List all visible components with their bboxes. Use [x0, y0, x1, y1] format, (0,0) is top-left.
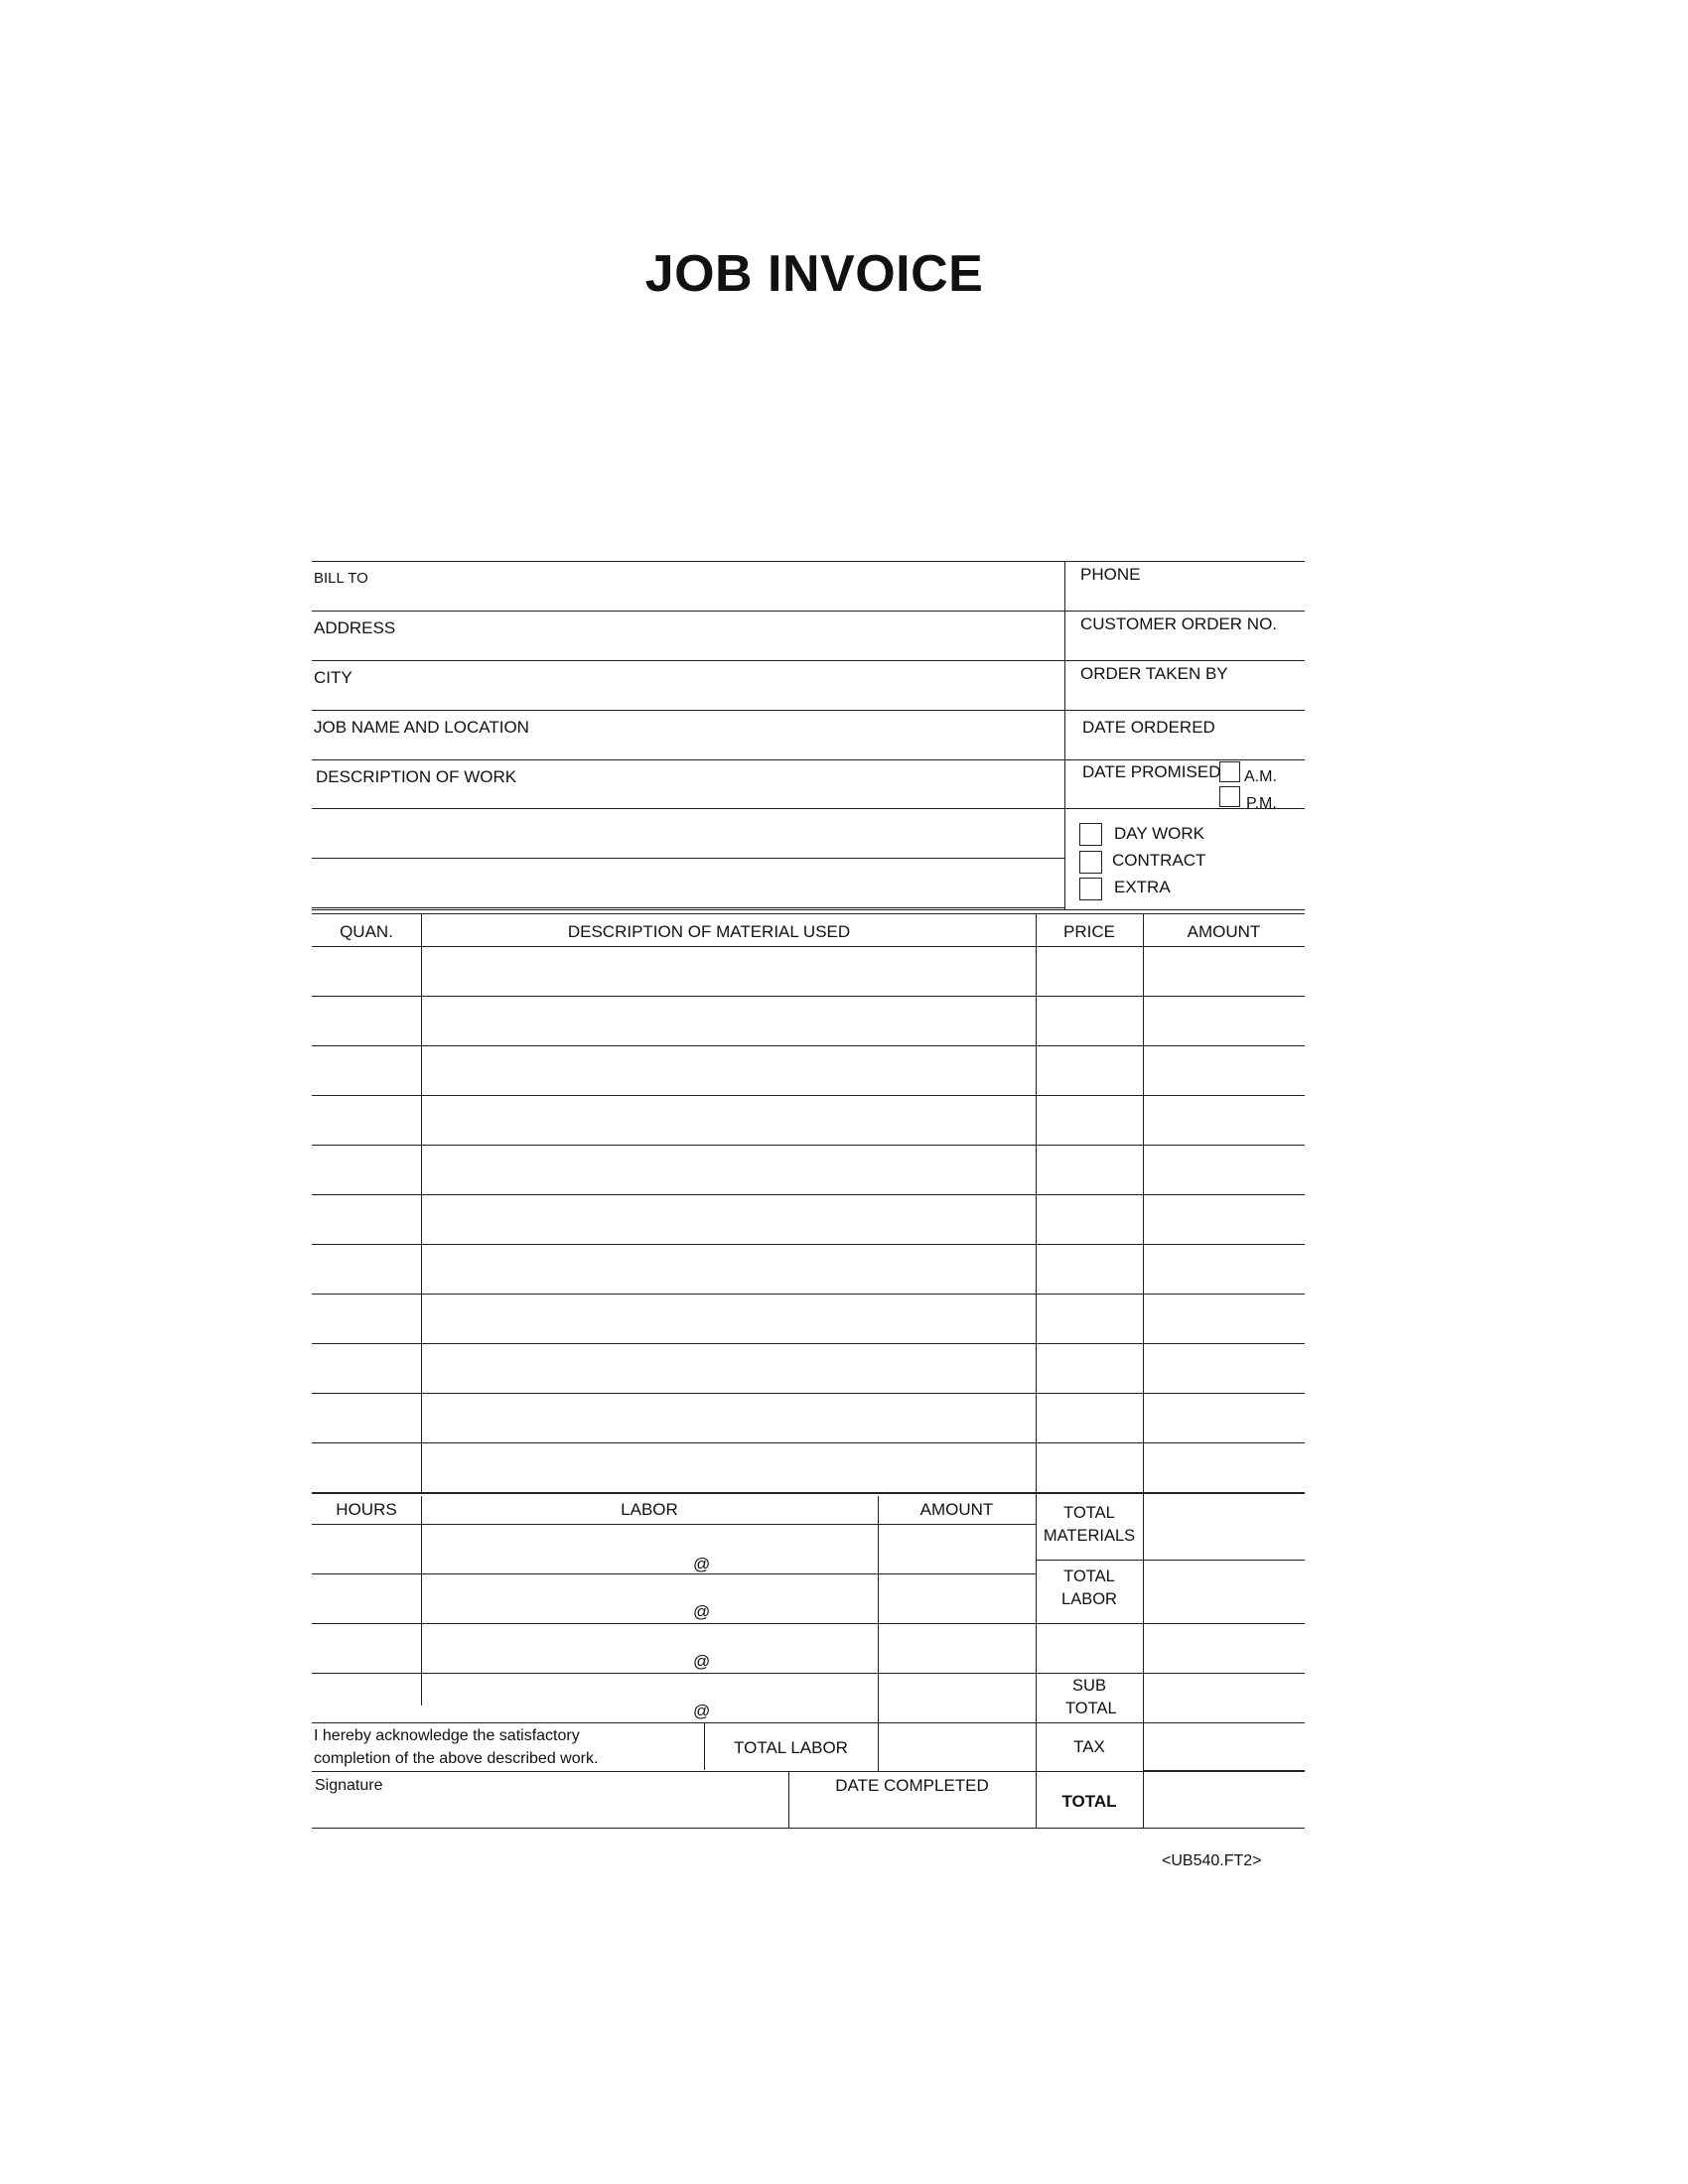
city-label: CITY: [314, 668, 352, 687]
material-price-input[interactable]: [1036, 996, 1143, 1045]
total-materials-label: TOTAL MATERIALS: [1043, 1504, 1136, 1545]
order-taken-by-label: ORDER TAKEN BY: [1080, 664, 1228, 683]
material-description-input[interactable]: [421, 1294, 1036, 1343]
at-symbol: @: [693, 1652, 711, 1671]
order-taken-by-field[interactable]: [1064, 660, 1305, 710]
tax-input[interactable]: [1143, 1722, 1305, 1770]
labor-header: LABOR: [621, 1500, 678, 1519]
date-ordered-label: DATE ORDERED: [1082, 718, 1215, 737]
tax-label: TAX: [1073, 1737, 1105, 1756]
quan-header: QUAN.: [340, 922, 393, 941]
at-symbol: @: [693, 1702, 711, 1720]
material-amount-input[interactable]: [1143, 1045, 1305, 1095]
phone-label: PHONE: [1080, 565, 1141, 584]
material-price-input[interactable]: [1036, 1244, 1143, 1294]
address-field[interactable]: [312, 611, 1064, 660]
am-checkbox[interactable]: [1219, 761, 1240, 782]
material-description-input[interactable]: [421, 1045, 1036, 1095]
material-amount-input[interactable]: [1143, 1294, 1305, 1343]
material-description-input[interactable]: [421, 1145, 1036, 1194]
signature-label: Signature: [315, 1777, 383, 1794]
material-quan-input[interactable]: [312, 1294, 421, 1343]
labor-hours-input[interactable]: [312, 1623, 421, 1673]
material-amount-input[interactable]: [1143, 996, 1305, 1045]
date-promised-label: DATE PROMISED: [1082, 762, 1221, 781]
bill-to-label: BILL TO: [314, 570, 368, 587]
sub-total-input[interactable]: [1143, 1673, 1305, 1722]
blank-total-input[interactable]: [1143, 1623, 1305, 1673]
labor-description-input[interactable]: [421, 1524, 878, 1573]
labor-hours-input[interactable]: [312, 1524, 421, 1573]
material-amount-input[interactable]: [1143, 1393, 1305, 1442]
acknowledgement-line-1: I hereby acknowledge the satisfactory: [314, 1727, 580, 1744]
labor-amount-input[interactable]: [878, 1524, 1036, 1573]
amount-header: AMOUNT: [1187, 922, 1261, 941]
material-quan-input[interactable]: [312, 1045, 421, 1095]
date-completed-field[interactable]: [788, 1771, 1036, 1828]
total-labor-label: TOTAL LABOR: [734, 1738, 848, 1757]
customer-order-no-field[interactable]: [1064, 611, 1305, 660]
material-description-input[interactable]: [421, 996, 1036, 1045]
material-price-input[interactable]: [1036, 1145, 1143, 1194]
at-symbol: @: [693, 1555, 711, 1573]
material-description-input[interactable]: [421, 1343, 1036, 1393]
contract-label: CONTRACT: [1112, 851, 1206, 870]
city-field[interactable]: [312, 660, 1064, 710]
page-title: JOB INVOICE: [644, 245, 984, 303]
material-price-input[interactable]: [1036, 1442, 1143, 1492]
material-quan-input[interactable]: [312, 1244, 421, 1294]
material-price-input[interactable]: [1036, 1045, 1143, 1095]
material-description-input[interactable]: [421, 1194, 1036, 1244]
material-quan-input[interactable]: [312, 1343, 421, 1393]
labor-amount-input[interactable]: [878, 1673, 1036, 1722]
material-quan-input[interactable]: [312, 1442, 421, 1492]
sub-total-label: SUB TOTAL: [1065, 1677, 1117, 1717]
material-price-input[interactable]: [1036, 946, 1143, 996]
material-amount-input[interactable]: [1143, 1145, 1305, 1194]
signature-field[interactable]: [312, 1771, 788, 1828]
material-price-input[interactable]: [1036, 1294, 1143, 1343]
labor-description-input[interactable]: [421, 1623, 878, 1673]
material-amount-input[interactable]: [1143, 1343, 1305, 1393]
address-label: ADDRESS: [314, 618, 396, 637]
price-header: PRICE: [1063, 922, 1115, 941]
labor-hours-input[interactable]: [312, 1673, 421, 1722]
customer-order-no-label: CUSTOMER ORDER NO.: [1080, 614, 1278, 633]
material-description-input[interactable]: [421, 1244, 1036, 1294]
material-quan-input[interactable]: [312, 1393, 421, 1442]
description-of-work-label: DESCRIPTION OF WORK: [316, 767, 517, 786]
material-amount-input[interactable]: [1143, 946, 1305, 996]
material-quan-input[interactable]: [312, 1095, 421, 1145]
day-work-checkbox[interactable]: [1079, 823, 1102, 846]
labor-description-input[interactable]: [421, 1673, 878, 1722]
material-amount-input[interactable]: [1143, 1194, 1305, 1244]
pm-label: P.M.: [1246, 795, 1277, 812]
material-amount-input[interactable]: [1143, 1095, 1305, 1145]
total-label: TOTAL: [1061, 1792, 1117, 1811]
material-price-input[interactable]: [1036, 1095, 1143, 1145]
material-price-input[interactable]: [1036, 1194, 1143, 1244]
material-quan-input[interactable]: [312, 946, 421, 996]
material-amount-input[interactable]: [1143, 1244, 1305, 1294]
description-header: DESCRIPTION OF MATERIAL USED: [567, 922, 851, 941]
job-name-location-field[interactable]: [312, 710, 1064, 759]
hours-header: HOURS: [336, 1500, 397, 1519]
material-description-input[interactable]: [421, 946, 1036, 996]
labor-amount-input[interactable]: [878, 1573, 1036, 1623]
extra-checkbox[interactable]: [1079, 878, 1102, 900]
description-of-work-field[interactable]: [312, 759, 1064, 908]
total-input[interactable]: [1143, 1771, 1305, 1828]
pm-checkbox[interactable]: [1219, 786, 1240, 807]
total-labor-summary-label: TOTAL LABOR: [1061, 1568, 1117, 1608]
bill-to-field[interactable]: [312, 561, 1064, 611]
labor-hours-input[interactable]: [312, 1573, 421, 1623]
phone-field[interactable]: [1064, 561, 1305, 611]
date-ordered-field[interactable]: [1064, 710, 1305, 759]
contract-checkbox[interactable]: [1079, 851, 1102, 874]
material-description-input[interactable]: [421, 1442, 1036, 1492]
labor-amount-header: AMOUNT: [919, 1500, 994, 1519]
labor-description-input[interactable]: [421, 1573, 878, 1623]
form-code: <UB540.FT2>: [1162, 1852, 1262, 1869]
labor-amount-input[interactable]: [878, 1623, 1036, 1673]
at-symbol: @: [693, 1602, 711, 1621]
total-labor-amount-input[interactable]: [878, 1722, 1036, 1771]
date-completed-label: DATE COMPLETED: [835, 1776, 989, 1795]
job-name-location-label: JOB NAME AND LOCATION: [314, 718, 529, 737]
material-price-input[interactable]: [1036, 1393, 1143, 1442]
material-description-input[interactable]: [421, 1095, 1036, 1145]
am-label: A.M.: [1244, 768, 1277, 785]
material-price-input[interactable]: [1036, 1343, 1143, 1393]
day-work-label: DAY WORK: [1114, 824, 1204, 843]
total-materials-input[interactable]: [1143, 1493, 1305, 1560]
material-quan-input[interactable]: [312, 1194, 421, 1244]
total-labor-summary-input[interactable]: [1143, 1560, 1305, 1623]
acknowledgement-line-2: completion of the above described work.: [314, 1750, 599, 1767]
material-quan-input[interactable]: [312, 1145, 421, 1194]
extra-label: EXTRA: [1114, 878, 1171, 896]
material-quan-input[interactable]: [312, 996, 421, 1045]
material-amount-input[interactable]: [1143, 1442, 1305, 1492]
material-description-input[interactable]: [421, 1393, 1036, 1442]
